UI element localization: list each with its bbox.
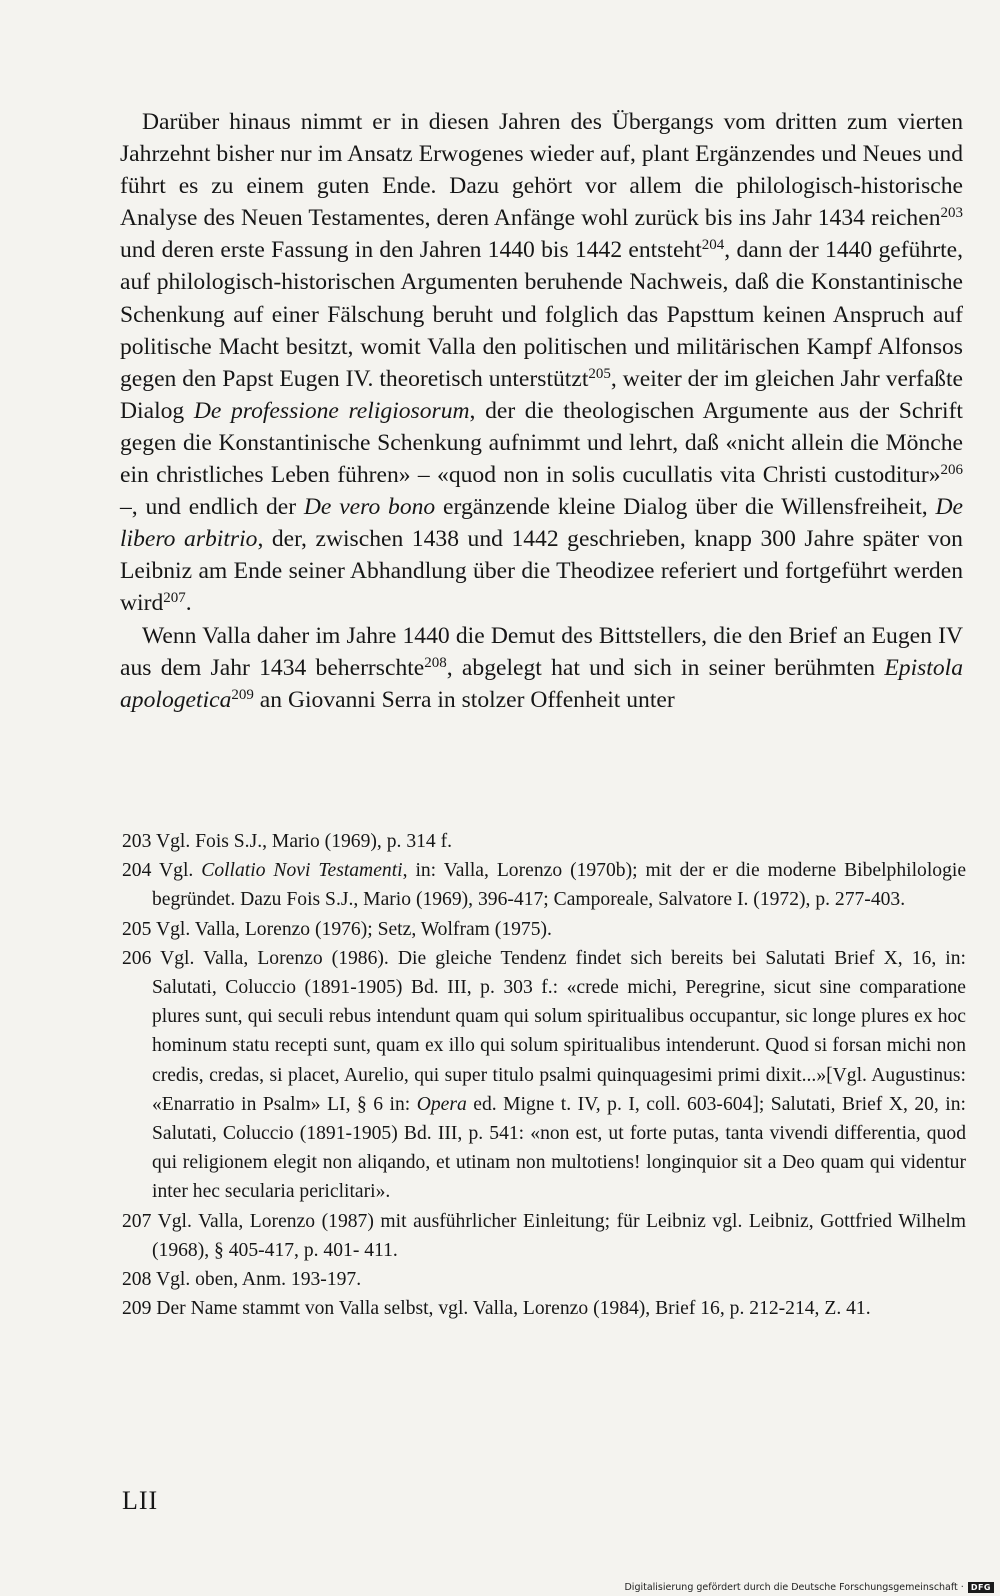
footnote-ref-207[interactable]: 207 <box>163 590 186 607</box>
footnote-ref-205[interactable]: 205 <box>588 365 611 382</box>
footnote-number: 206 <box>122 947 152 969</box>
footnote-number: 204 <box>122 860 152 882</box>
footnote-ref-209[interactable]: 209 <box>231 686 254 703</box>
footnote-ref-206[interactable]: 206 <box>940 462 963 479</box>
footnote-209: 209 Der Name stammt von Valla selbst, vgl. Valla, Lorenzo (1984), Brief 16, p. 212-214, Z. 41. <box>122 1298 871 1320</box>
footnote-number: 208 <box>122 1269 152 1291</box>
title-de-vero-bono: De vero bono <box>303 494 436 521</box>
credit-text: Digitalisierung gefördert durch die Deutsche Forschungsgemeinschaft · <box>624 1582 964 1593</box>
footnote-ref-204[interactable]: 204 <box>701 237 725 254</box>
paragraph-2: Wenn Valla daher im Jahre 1440 die Demut des Bittstellers, die den Brief an Eugen IV aus dem Jahr 1434 beherrschte$^{208}$, abgelegt hat und sich in seiner berühmten Epistola apologetica$^{209}$ an Giovanni Serra in stolzer Offenheit unter <box>120 622 964 713</box>
main-text <box>120 106 963 716</box>
footnote-number: 205 <box>122 918 152 940</box>
footnote-ref-208[interactable]: 208 <box>424 654 447 671</box>
footnote-206: 206 Vgl. Valla, Lorenzo (1986). Die gleiche Tendenz findet sich bereits bei Salutati Brief X, 16, in: Salutati, Coluccio (1891-1905) Bd. III, p. 303 f.: «crede michi, Peregrine, sicut sine comparatione plures sunt, qui seculi rebus intendunt quam qui solum spiritualibus occupantur, sic longe plures ex hoc hominum statu recepti sunt, quam ex illo qui solum spiritualibus intenderunt. Quod si forsan michi non credis, credas, si placet, Aurelio, qui super titulo psalmi quinquagesimi primi dixit...»[Vgl. Augustinus: «Enarratio in Psalm» LI, § 6 in: Opera ed. Migne t. IV, p. I, coll. 603-604]; Salutati, Brief X, 20, in: Salutati, Coluccio (1891-1905) Bd. III, p. 541: «non est, ut forte putas, tanta vivendi differentia, quod qui religionem elegit non aliqando, et utinam non multotiens! longinquior sit a Deo quam qui videntur inter hec secularia periclitari». <box>122 947 966 1203</box>
footnote-number: 207 <box>122 1210 152 1232</box>
footnote-204: 204 Vgl. Collatio Novi Testamenti, in: Valla, Lorenzo (1970b); mit der er die moderne Bibelphilologie begründet. Dazu Fois S.J., Mario (1969), 396-417; Camporeale, Salvatore I. (1972), p. 277-403. <box>122 860 967 911</box>
footnote-203: 203 Vgl. Fois S.J., Mario (1969), p. 314 f. <box>122 831 453 852</box>
paragraph-1: Darüber hinaus nimmt er in diesen Jahren des Übergangs vom dritten zum vierten Jahrzehnt bisher nur im Ansatz Erwogenes wieder auf, plant Ergänzendes und Neues und führt es zu einem guten Ende. Dazu gehört vor allem die philologisch-historische Analyse des Neuen Testamentes, deren Anfänge wohl zurück bis ins Jahr 1434 reichen$^{203}$ und deren erste Fassung in den Jahren 1440 bis 1442 entsteht$^{204}$, dann der 1440 geführte, auf philologisch-historischen Argumenten beruhende Nachweis, daß die Konstantinische Schenkung auf einer Fälschung beruht und folglich das Papsttum keinen Anspruch auf politische Macht besitzt, womit Valla den politischen und militärischen Kampf Alfonsos gegen den Papst Eugen IV. theoretisch unterstützt$^{205}$, weiter der im gleichen Jahr verfaßte Dialog De professione religiosorum, der die theologischen Argumente aus der Schrift gegen die Konstantinische Schenkung aufnimmt und lehrt, daß «nicht allein die Mönche ein christliches Leben führen» – «quod non in solis cucullatis vita Christi custoditur»$^{206}$ –, und endlich der De vero bono ergänzende kleine Dialog über die Willensfreiheit, De libero arbitrio, der, zwischen 1438 und 1442 geschrieben, knapp 300 Jahre später von Leibniz am Ende seiner Abhandlung über die Theodizee referiert und fortgeführt werden wird$^{207}$. <box>120 109 964 617</box>
footnote-208: 208 Vgl. oben, Anm. 193-197. <box>122 1269 362 1291</box>
page-number: LII <box>122 1486 159 1515</box>
footnote-205: 205 Vgl. Valla, Lorenzo (1976); Setz, Wolfram (1975). <box>122 918 552 940</box>
title-de-libero-arbitrio: De libero arbitrio <box>120 494 963 553</box>
footnote-ref-203[interactable]: 203 <box>940 205 963 222</box>
title-epistola-apologetica: Epistola apologetica <box>120 654 964 713</box>
title-de-professione: De professione religiosorum <box>193 397 470 424</box>
footnote-207: 207 Vgl. Valla, Lorenzo (1987) mit ausführlicher Einleitung; für Leibniz vgl. Leibniz, Gottfried Wilhelm (1968), § 405-417, p. 401- 411. <box>122 1210 967 1261</box>
footnotes <box>122 827 966 1323</box>
digitization-credit <box>624 1582 994 1593</box>
dfg-logo-icon: DFG <box>968 1582 994 1593</box>
footnote-number: 209 <box>122 1298 152 1320</box>
footnote-number: 203 <box>122 831 152 852</box>
